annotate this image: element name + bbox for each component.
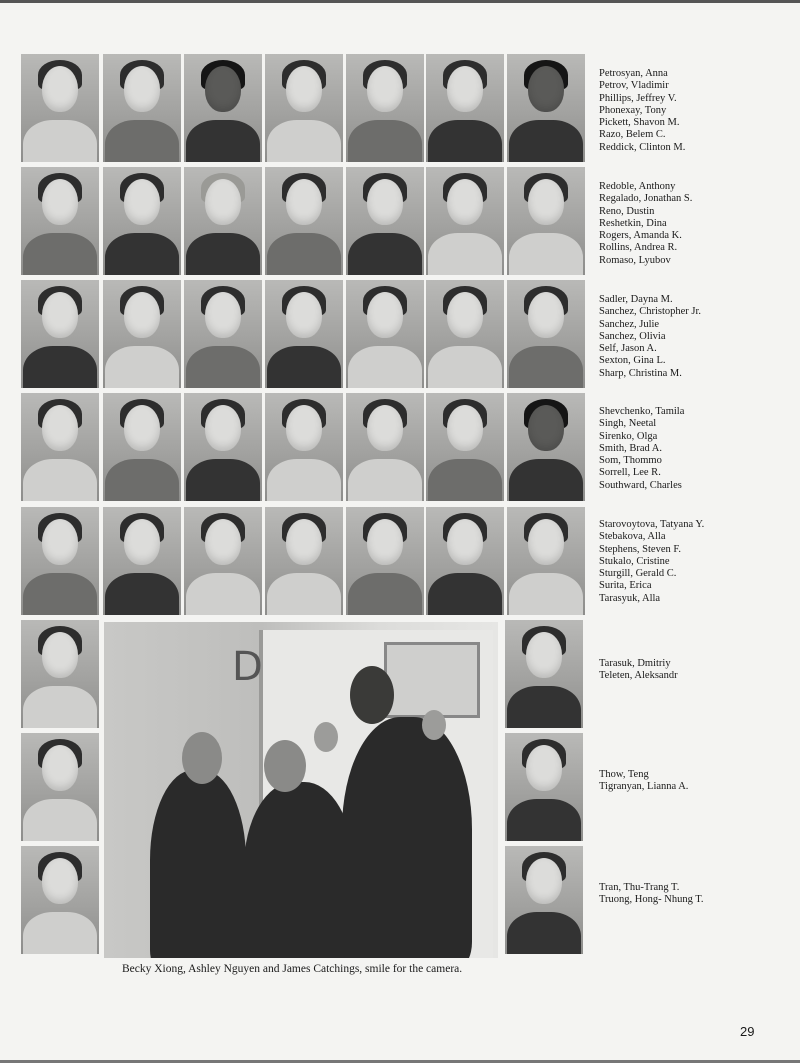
student-name: Sharp, Christina M. — [599, 367, 682, 379]
portrait-head — [124, 179, 160, 225]
student-portrait — [184, 393, 262, 501]
student-name: Stephens, Steven F. — [599, 543, 681, 555]
portrait-body — [186, 346, 260, 388]
portrait-head — [42, 179, 78, 225]
person-left — [150, 770, 246, 958]
portrait-head — [367, 66, 403, 112]
student-name: Sanchez, Christopher Jr. — [599, 306, 702, 318]
student-name: Pickett, Shavon M. — [599, 117, 680, 129]
student-portrait — [21, 280, 99, 388]
student-name: Tarasuk, Dmitriy — [599, 658, 671, 669]
portrait-body — [186, 573, 260, 615]
student-name: Petrov, Vladimir — [599, 80, 669, 92]
student-name: Self, Jason A. — [599, 343, 657, 355]
student-portrait — [103, 393, 181, 501]
student-name: Sexton, Gina L. — [599, 355, 666, 367]
student-portrait — [426, 54, 504, 162]
portrait-body — [105, 459, 179, 501]
portrait-body — [428, 233, 502, 275]
portrait-head — [367, 292, 403, 338]
portrait-body — [23, 686, 97, 728]
portrait-body — [507, 799, 581, 841]
portrait-head — [447, 405, 483, 451]
student-portrait — [103, 507, 181, 615]
student-portrait — [21, 393, 99, 501]
student-portrait — [346, 54, 424, 162]
portrait-head — [42, 292, 78, 338]
portrait-head — [367, 405, 403, 451]
student-name: Regalado, Jonathan S. — [599, 193, 693, 205]
portrait-body — [509, 233, 583, 275]
student-name: Reshetkin, Dina — [599, 217, 667, 229]
portrait-head — [528, 405, 564, 451]
portrait-head — [286, 519, 322, 565]
student-name: Smith, Brad A. — [599, 442, 663, 454]
student-name: Sanchez, Julie — [599, 318, 660, 330]
student-portrait — [103, 280, 181, 388]
student-name: Razo, Belem C. — [599, 129, 666, 141]
student-name: Sorrell, Lee R. — [599, 467, 661, 479]
student-portrait — [21, 846, 99, 954]
portrait-head — [42, 405, 78, 451]
portrait-head — [447, 519, 483, 565]
portrait-body — [23, 233, 97, 275]
student-portrait — [507, 167, 585, 275]
student-portrait — [184, 167, 262, 275]
student-name: Sadler, Dayna M. — [599, 294, 673, 305]
student-name: Tarasyuk, Alla — [599, 592, 661, 604]
portrait-head — [42, 66, 78, 112]
student-name: Redoble, Anthony — [599, 181, 676, 192]
portrait-head — [526, 632, 562, 678]
portrait-body — [348, 573, 422, 615]
student-name: Stukalo, Cristine — [599, 555, 670, 567]
portrait-head — [42, 745, 78, 791]
portrait-head — [42, 858, 78, 904]
student-name: Southward, Charles — [599, 479, 682, 491]
portrait-body — [105, 573, 179, 615]
portrait-head — [205, 66, 241, 112]
student-portrait — [507, 280, 585, 388]
student-name: Som, Thommo — [599, 455, 662, 467]
name-list-row-5 — [599, 519, 704, 605]
student-name: Tigranyan, Lianna A. — [599, 781, 689, 793]
portrait-head — [367, 179, 403, 225]
student-portrait — [184, 280, 262, 388]
student-portrait — [265, 167, 343, 275]
student-portrait — [346, 280, 424, 388]
portrait-head — [205, 519, 241, 565]
student-portrait — [505, 846, 583, 954]
photo-caption: Becky Xiong, Ashley Nguyen and James Catchings, smile for the camera. — [122, 963, 463, 975]
top-edge — [0, 0, 800, 3]
portrait-head — [124, 519, 160, 565]
portrait-body — [428, 346, 502, 388]
portrait-body — [428, 120, 502, 162]
portrait-body — [186, 120, 260, 162]
student-portrait — [21, 733, 99, 841]
portrait-body — [267, 233, 341, 275]
portrait-head — [205, 292, 241, 338]
name-list-row-1 — [599, 68, 685, 154]
portrait-body — [267, 573, 341, 615]
student-name: Stebakova, Alla — [599, 531, 666, 543]
student-portrait — [184, 54, 262, 162]
portrait-body — [105, 346, 179, 388]
portrait-body — [23, 912, 97, 954]
portrait-head — [447, 179, 483, 225]
student-portrait — [346, 393, 424, 501]
student-portrait — [265, 54, 343, 162]
portrait-body — [509, 459, 583, 501]
portrait-head — [526, 858, 562, 904]
student-name: Romaso, Lyubov — [599, 254, 671, 266]
portrait-head — [528, 66, 564, 112]
face-left — [182, 732, 222, 784]
person-right — [342, 717, 472, 958]
portrait-body — [507, 686, 581, 728]
portrait-body — [267, 346, 341, 388]
portrait-body — [23, 459, 97, 501]
portrait-head — [447, 292, 483, 338]
portrait-head — [526, 745, 562, 791]
portrait-head — [124, 66, 160, 112]
student-name: Sanchez, Olivia — [599, 330, 666, 342]
student-portrait — [507, 507, 585, 615]
student-portrait — [265, 507, 343, 615]
student-name: Tran, Thu-Trang T. — [599, 882, 680, 893]
student-name: Petrosyan, Anna — [599, 68, 668, 79]
portrait-body — [23, 573, 97, 615]
student-portrait — [265, 280, 343, 388]
student-portrait — [507, 393, 585, 501]
portrait-body — [23, 346, 97, 388]
portrait-body — [23, 120, 97, 162]
portrait-body — [105, 120, 179, 162]
portrait-head — [447, 66, 483, 112]
portrait-body — [348, 459, 422, 501]
portrait-head — [42, 519, 78, 565]
person-middle — [244, 782, 354, 958]
student-portrait — [21, 620, 99, 728]
door-letter-sign: D — [232, 644, 263, 690]
student-name: Thow, Teng — [599, 769, 649, 780]
student-portrait — [265, 393, 343, 501]
portrait-head — [286, 66, 322, 112]
student-portrait — [426, 393, 504, 501]
portrait-body — [509, 346, 583, 388]
portrait-head — [42, 632, 78, 678]
portrait-body — [509, 120, 583, 162]
student-name: Sturgill, Gerald C. — [599, 568, 677, 580]
portrait-body — [267, 120, 341, 162]
student-portrait — [426, 167, 504, 275]
group-candid-photo — [104, 622, 498, 958]
portrait-head — [286, 292, 322, 338]
student-portrait — [507, 54, 585, 162]
student-portrait — [184, 507, 262, 615]
portrait-body — [186, 233, 260, 275]
window — [384, 642, 480, 718]
portrait-body — [428, 459, 502, 501]
portrait-body — [348, 120, 422, 162]
portrait-head — [528, 292, 564, 338]
name-list-row-2 — [599, 181, 692, 267]
background-person — [422, 710, 446, 740]
student-portrait — [426, 507, 504, 615]
student-portrait — [21, 507, 99, 615]
portrait-head — [124, 292, 160, 338]
student-portrait — [21, 167, 99, 275]
student-portrait — [505, 733, 583, 841]
portrait-body — [23, 799, 97, 841]
portrait-body — [267, 459, 341, 501]
student-name: Rogers, Amanda K. — [599, 230, 682, 242]
background-person — [314, 722, 338, 752]
student-name: Phillips, Jeffrey V. — [599, 92, 677, 104]
name-list-row-6 — [599, 658, 678, 683]
student-name: Rollins, Andrea R. — [599, 242, 678, 254]
portrait-head — [205, 405, 241, 451]
portrait-head — [286, 405, 322, 451]
student-portrait — [346, 507, 424, 615]
portrait-body — [186, 459, 260, 501]
student-portrait — [346, 167, 424, 275]
student-name: Shevchenko, Tamila — [599, 406, 685, 417]
portrait-head — [124, 405, 160, 451]
portrait-body — [509, 573, 583, 615]
student-name: Singh, Neetal — [599, 418, 657, 430]
page-number: 29 — [740, 1024, 755, 1039]
student-portrait — [103, 167, 181, 275]
student-name: Reddick, Clinton M. — [599, 141, 686, 153]
portrait-body — [428, 573, 502, 615]
student-name: Surita, Erica — [599, 580, 652, 592]
name-list-row-7 — [599, 769, 688, 794]
student-name: Truong, Hong- Nhung T. — [599, 894, 704, 906]
student-name: Starovoytova, Tatyana Y. — [599, 519, 705, 530]
student-portrait — [21, 54, 99, 162]
student-name: Teleten, Aleksandr — [599, 670, 678, 682]
student-portrait — [426, 280, 504, 388]
face-middle — [264, 740, 306, 792]
portrait-head — [286, 179, 322, 225]
portrait-head — [205, 179, 241, 225]
portrait-body — [348, 233, 422, 275]
name-list-row-3 — [599, 294, 701, 380]
name-list-row-4 — [599, 406, 684, 492]
portrait-body — [105, 233, 179, 275]
portrait-head — [367, 519, 403, 565]
portrait-body — [348, 346, 422, 388]
face-right — [350, 666, 394, 724]
student-portrait — [103, 54, 181, 162]
student-name: Phonexay, Tony — [599, 104, 667, 116]
portrait-head — [528, 519, 564, 565]
student-name: Reno, Dustin — [599, 205, 655, 217]
portrait-body — [507, 912, 581, 954]
student-name: Sirenko, Olga — [599, 430, 658, 442]
student-portrait — [505, 620, 583, 728]
name-list-row-8 — [599, 882, 704, 907]
portrait-head — [528, 179, 564, 225]
